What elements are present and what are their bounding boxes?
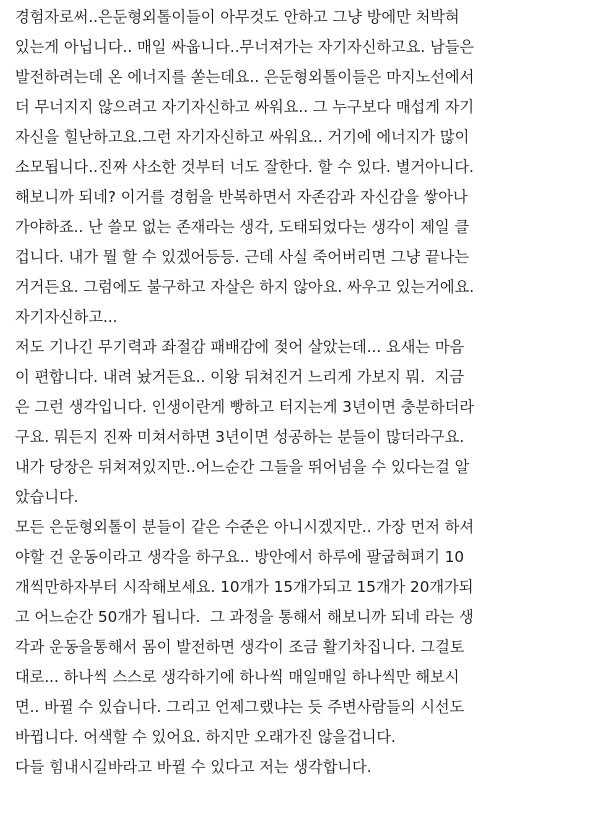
text-line: 개씩만하자부터 시작해보세요. 10개가 15개가되고 15개가 20개가되	[15, 578, 474, 596]
text-line: 저도 기나긴 무기력과 좌절감 패배감에 젖어 살았는데... 요새는 마음	[15, 338, 465, 356]
text-line: 내가 당장은 뒤쳐져있지만..어느순간 그들을 뛰어넘을 수 있다는걸 알	[15, 458, 470, 476]
text-line: 발전하려는데 온 에너지를 쏟는데요.. 은둔형외톨이들은 마지노선에서	[15, 68, 475, 86]
text-line: 각과 운동을통해서 몸이 발전하면 생각이 조금 활기차집니다. 그걸토	[15, 638, 465, 656]
text-line: 은 그런 생각입니다. 인생이란게 빵하고 터지는게 3년이면 충분하더라	[15, 398, 475, 416]
text-line: 소모됩니다..진짜 사소한 것부터 너도 잘한다. 할 수 있다. 별거아니다.	[15, 158, 474, 176]
text-line: 있는게 아닙니다.. 매일 싸웁니다..무너져가는 자기자신하고요. 남들은	[15, 38, 475, 56]
text-line: 더 무너지지 않으려고 자기자신하고 싸워요.. 그 누구보다 매섭게 자기	[15, 98, 475, 116]
text-line: 대로... 하나씩 스스로 생각하기에 하나씩 매일매일 하나씩만 해보시	[15, 668, 460, 686]
text-line: 겁니다. 내가 뭘 할 수 있겠어등등. 근데 사실 죽어버리면 그냥 끝나는	[15, 248, 470, 266]
text-line: 다들 힘내시길바라고 바뀔 수 있다고 저는 생각합니다.	[15, 758, 372, 776]
text-line: 았습니다.	[15, 488, 79, 506]
text-line: 모든 은둔형외톨이 분들이 같은 수준은 아니시겠지만.. 가장 먼저 하셔	[15, 518, 475, 536]
text-line: 면.. 바뀔 수 있습니다. 그리고 언제그랬냐는 듯 주변사람들의 시선도	[15, 698, 465, 716]
text-line: 이 편합니다. 내려 놨거든요.. 이왕 뒤쳐진거 느리게 가보지 뭐. 지금	[15, 368, 465, 386]
text-line: 야할 건 운동이라고 생각을 하구요.. 방안에서 하루에 팔굽혀펴기 10	[15, 548, 465, 566]
text-line: 거거든요. 그럼에도 불구하고 자살은 하지 않아요. 싸우고 있는거에요.	[15, 278, 475, 296]
text-line: 구요. 뭐든지 진짜 미쳐서하면 3년이면 성공하는 분들이 많더라구요.	[15, 428, 465, 446]
text-line: 가야하죠.. 난 쓸모 없는 존재라는 생각, 도태되었다는 생각이 제일 클	[15, 218, 470, 236]
text-line: 자신을 힐난하고요.그런 자기자신하고 싸워요.. 거기에 에너지가 많이	[15, 128, 470, 146]
text-line: 경험자로써..은둔형외톨이들이 아무것도 안하고 그냥 방에만 처박혀	[15, 8, 460, 26]
text-line: 바뀝니다. 어색할 수 있어요. 하지만 오래가진 않을겁니다.	[15, 728, 396, 746]
text-line: 자기자신하고...	[15, 308, 118, 326]
text-line: 해보니까 되네? 이거를 경험을 반복하면서 자존감과 자신감을 쌓아나	[15, 188, 468, 206]
text-line: 고 어느순간 50개가 됩니다. 그 과정을 통해서 해보니까 되네 라는 생	[15, 608, 474, 626]
